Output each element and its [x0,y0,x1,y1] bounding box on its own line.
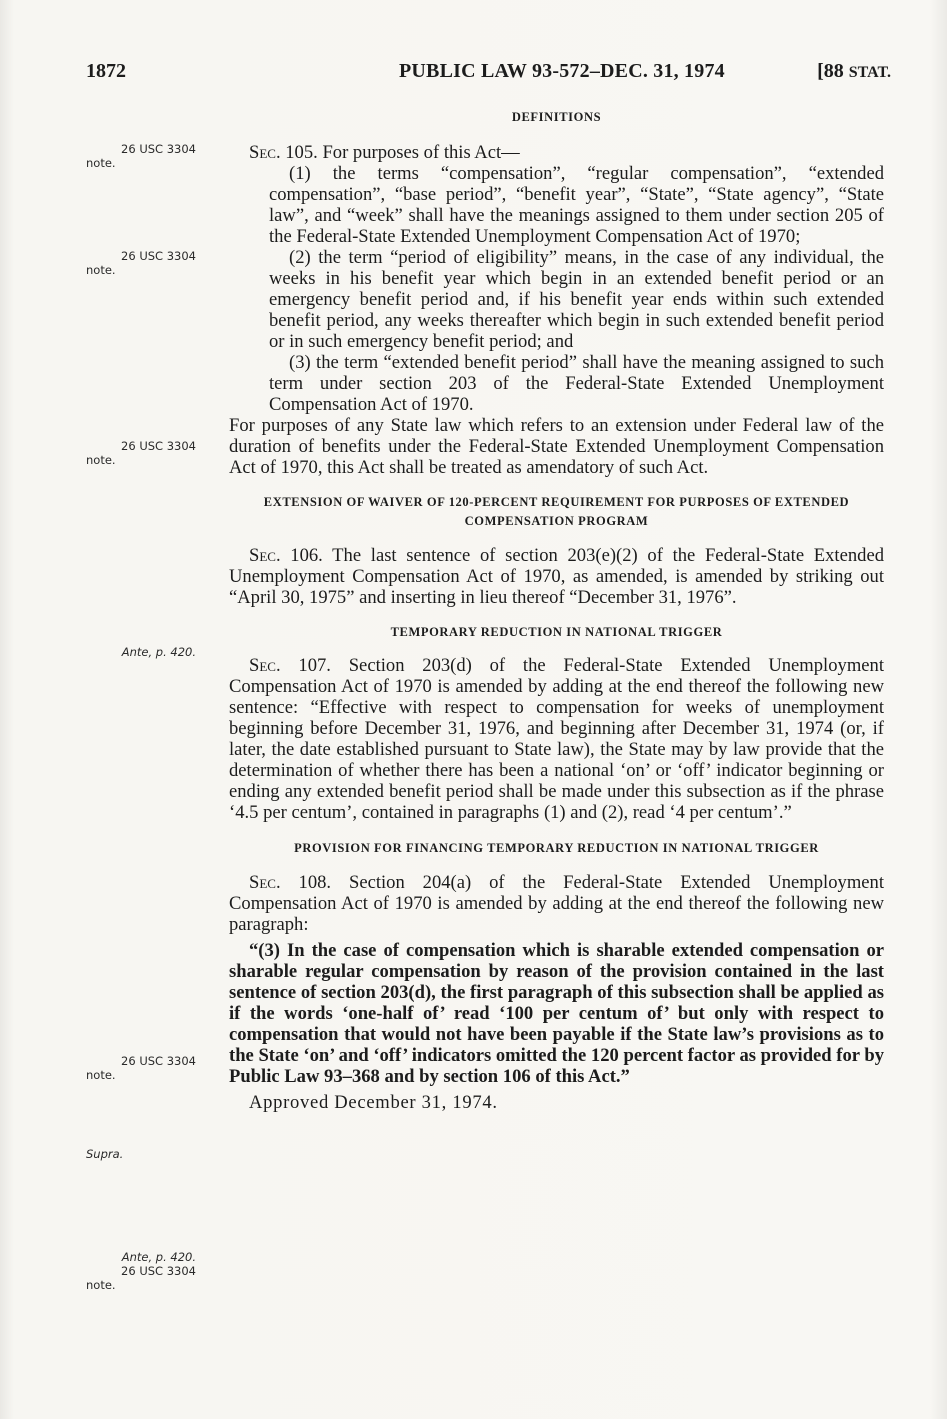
section-heading-definitions: DEFINITIONS [511,110,602,124]
margin-note-line: note. [86,156,116,170]
margin-note-line: 26 USC 3304 [121,439,196,453]
section-108-text: 108. Section 204(a) of the Federal-State Extended Unemployment Compensation Act of 1970 is amended by adding at the end thereof the following new paragraph: [229,872,884,935]
margin-note-line: 26 USC 3304 [121,142,196,156]
margin-note-line: 26 USC 3304 [121,249,196,263]
margin-note [86,645,196,659]
margin-note-line: note. [86,263,116,277]
margin-note-line [86,645,196,659]
section-heading-temporary: TEMPORARY REDUCTION IN NATIONAL TRIGGER [390,625,723,639]
definitions-closing: For purposes of any State law which refers to an extension under Federal law of the duration of benefits under the Federal-State Extended Unemployment Compensation Act of 1970, this Act shall be treated as amendatory of such Act. [229,415,884,478]
approved-date: Approved December 31, 1974. [249,1092,498,1113]
margin-note-line: note. [86,1068,116,1082]
margin-note-text: Supra. [86,1147,124,1161]
section-heading-extension: EXTENSION OF WAIVER OF 120-PERCENT REQUIREMENT FOR PURPOSES OF EXTENDED COMPENSATION PROGRAM [263,495,850,528]
definition-paragraph-3: (3) the term “extended benefit period” shall have the meaning assigned to such term under section 203 of the Federal-State Extended Unemployment Compensation Act of 1970. [269,352,884,415]
law-text [229,108,884,1113]
section-label: Sec. [249,655,281,676]
section-105-intro-text: 105. For purposes of this Act— [280,142,520,163]
section-heading-provision: PROVISION FOR FINANCING TEMPORARY REDUCTION IN NATIONAL TRIGGER [294,841,819,855]
section-label: Sec. [249,545,281,566]
section-108 [229,872,884,935]
margin-note-line [86,1147,196,1161]
page-number: 1872 [86,60,126,82]
margin-note [86,1054,196,1082]
margin-note [86,142,196,170]
margin-note-line: note. [86,453,116,467]
section-label: Sec. [249,872,281,893]
section-105-intro [229,142,884,163]
law-title: PUBLIC LAW 93-572–DEC. 31, 1974 [399,60,725,82]
definition-paragraph-1: (1) the terms “compensation”, “regular compensation”, “extended compensation”, “base period”, “benefit year”, “State”, “State agency”, “State law”, and “week” shall have the meanings assigned to them under section 205 of the Federal-State Extended Unemployment Compensation Act of 1970; [269,163,884,247]
section-107 [229,655,884,823]
margin-note-text: Ante, p. 420. [121,645,196,659]
statute-prefix: [88 [817,60,849,82]
margin-note [86,439,196,467]
margin-note-line: 26 USC 3304 [121,1054,196,1068]
section-106-text: 106. The last sentence of section 203(e)(2) of the Federal-State Extended Unemployment Compensation Act of 1970, as amended, is amended by striking out “April 30, 1975” and inserting in lieu thereof “December 31, 1976”. [229,545,884,608]
section-106 [229,545,884,608]
section-107-text: 107. Section 203(d) of the Federal-State Extended Unemployment Compensation Act of 1970 is amended by adding at the end thereof the following new sentence: “Effective with respect to compensation for weeks of unemployment beginning before December 31, 1976, and beginning after December 31, 1974 (or, if later, the date established pursuant to State law), the State may by law provide that the determination of whether there has been a national ‘on’ or ‘off’ indicator beginning or ending any extended benefit period shall be made under this subsection as if the phrase ‘4.5 per centum’, contained in paragraphs (1) and (2), read ‘4 per centum’.” [229,655,884,823]
margin-note [86,1147,196,1161]
margin-note-line [86,1250,196,1264]
page-header [86,60,891,90]
margin-note-text: Ante, p. 420. [121,1250,196,1264]
margin-note-line: 26 USC 3304 [121,1264,196,1278]
margin-note-line: note. [86,1278,116,1292]
new-paragraph-3: “(3) In the case of compensation which is sharable extended compensation or sharable regular compensation by reason of the provision contained in the last sentence of section 203(d), the first paragraph of this subsection shall be applied as if the words ‘one-half of’ read ‘100 per centum of’ but only with respect to compensation that would not have been payable if the State law’s provisions as to the State ‘on’ and ‘off’ indicators omitted the 120 percent factor as provided for by Public Law 93–368 and by section 106 of this Act.” [229,940,884,1087]
statute-reference [817,60,891,83]
margin-note [86,249,196,277]
margin-note [86,1250,196,1292]
statute-word: STAT. [848,64,891,81]
definition-paragraph-2: (2) the term “period of eligibility” means, in the case of any individual, the weeks in his benefit year which begin in an extended benefit period or an emergency benefit period and, if his benefit year ends within such extended benefit period, any weeks thereafter which begin in such extended benefit period or in such emergency benefit period; and [269,247,884,352]
section-label: Sec. [249,142,281,163]
